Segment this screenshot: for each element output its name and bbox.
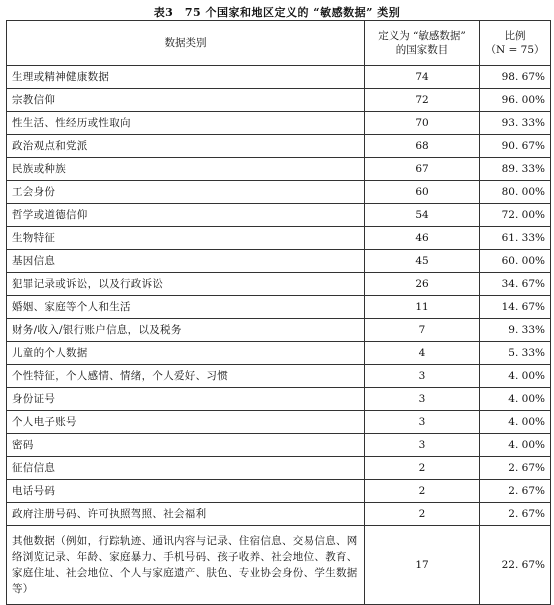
- table-row: [7, 319, 551, 342]
- category-cell: 政治观点和党派: [7, 135, 365, 158]
- category-cell: 生理或精神健康数据: [7, 66, 365, 89]
- ratio-cell: 80. 00%: [480, 181, 551, 204]
- category-cell: 政府注册号码、许可执照驾照、社会福利: [7, 503, 365, 526]
- sensitive-data-table: [6, 20, 551, 605]
- ratio-cell: 60. 00%: [480, 250, 551, 273]
- table-row: [7, 227, 551, 250]
- table-row: [7, 112, 551, 135]
- count-cell: 2: [365, 480, 480, 503]
- count-cell: 2: [365, 457, 480, 480]
- ratio-cell: 4. 00%: [480, 411, 551, 434]
- category-cell: 儿童的个人数据: [7, 342, 365, 365]
- ratio-cell: 9. 33%: [480, 319, 551, 342]
- header-ratio-line1: 比例: [504, 30, 526, 42]
- ratio-cell: 90. 67%: [480, 135, 551, 158]
- ratio-cell: 4. 00%: [480, 388, 551, 411]
- category-cell: 征信信息: [7, 457, 365, 480]
- count-cell: 4: [365, 342, 480, 365]
- count-cell: 3: [365, 411, 480, 434]
- header-ratio-line2: （N = 75）: [485, 44, 545, 56]
- table-row: [7, 411, 551, 434]
- count-cell: 60: [365, 181, 480, 204]
- category-cell: 工会身份: [7, 181, 365, 204]
- table-row: [7, 296, 551, 319]
- header-category: 数据类别: [7, 21, 365, 66]
- ratio-cell: 93. 33%: [480, 112, 551, 135]
- category-cell: 犯罪记录或诉讼，以及行政诉讼: [7, 273, 365, 296]
- count-cell: 45: [365, 250, 480, 273]
- count-cell: 7: [365, 319, 480, 342]
- category-cell: 密码: [7, 434, 365, 457]
- ratio-cell: 98. 67%: [480, 66, 551, 89]
- count-cell: 11: [365, 296, 480, 319]
- table-row: [7, 135, 551, 158]
- ratio-cell: 2. 67%: [480, 457, 551, 480]
- table-row: [7, 158, 551, 181]
- header-ratio: [480, 21, 551, 66]
- count-cell: 68: [365, 135, 480, 158]
- table-row: [7, 181, 551, 204]
- ratio-cell: 4. 00%: [480, 434, 551, 457]
- table-row: [7, 204, 551, 227]
- table-row: [7, 434, 551, 457]
- header-count-line2: 的国家数目: [395, 44, 449, 56]
- ratio-cell: 2. 67%: [480, 480, 551, 503]
- ratio-cell: 61. 33%: [480, 227, 551, 250]
- category-cell: 生物特征: [7, 227, 365, 250]
- table-row: [7, 480, 551, 503]
- table-row: [7, 365, 551, 388]
- table-row: [7, 503, 551, 526]
- header-count: [365, 21, 480, 66]
- category-cell: 婚姻、家庭等个人和生活: [7, 296, 365, 319]
- category-cell: 其他数据（例如，行踪轨迹、通讯内容与记录、住宿信息、交易信息、网络浏览记录、年龄、家庭暴力、手机号码、孩子收养、社会地位、教育、家庭住址、社会地位、个人与家庭遗产、肤色、专业协会身份、学生数据等）: [7, 526, 365, 605]
- category-cell: 电话号码: [7, 480, 365, 503]
- category-cell: 民族或种族: [7, 158, 365, 181]
- count-cell: 2: [365, 503, 480, 526]
- count-cell: 26: [365, 273, 480, 296]
- count-cell: 17: [365, 526, 480, 605]
- count-cell: 74: [365, 66, 480, 89]
- count-cell: 3: [365, 365, 480, 388]
- count-cell: 67: [365, 158, 480, 181]
- ratio-cell: 4. 00%: [480, 365, 551, 388]
- ratio-cell: 2. 67%: [480, 503, 551, 526]
- category-cell: 基因信息: [7, 250, 365, 273]
- table-row: [7, 273, 551, 296]
- table-row: [7, 250, 551, 273]
- category-cell: 宗教信仰: [7, 89, 365, 112]
- table-row: [7, 89, 551, 112]
- category-cell: 个性特征，个人感情、情绪，个人爱好、习惯: [7, 365, 365, 388]
- ratio-cell: 5. 33%: [480, 342, 551, 365]
- table-caption: 表3 75 个国家和地区定义的 “敏感数据” 类别: [153, 6, 401, 19]
- table-header-row: [7, 21, 551, 66]
- table-row: [7, 342, 551, 365]
- category-cell: 财务/收入/银行账户信息，以及税务: [7, 319, 365, 342]
- count-cell: 3: [365, 434, 480, 457]
- table-row: [7, 66, 551, 89]
- count-cell: 46: [365, 227, 480, 250]
- table-row: [7, 388, 551, 411]
- category-cell: 哲学或道德信仰: [7, 204, 365, 227]
- count-cell: 3: [365, 388, 480, 411]
- ratio-cell: 72. 00%: [480, 204, 551, 227]
- category-cell: 性生活、性经历或性取向: [7, 112, 365, 135]
- ratio-cell: 22. 67%: [480, 526, 551, 605]
- ratio-cell: 34. 67%: [480, 273, 551, 296]
- count-cell: 70: [365, 112, 480, 135]
- ratio-cell: 89. 33%: [480, 158, 551, 181]
- table-row: [7, 526, 551, 605]
- category-cell: 个人电子账号: [7, 411, 365, 434]
- count-cell: 72: [365, 89, 480, 112]
- ratio-cell: 96. 00%: [480, 89, 551, 112]
- count-cell: 54: [365, 204, 480, 227]
- header-count-line1: 定义为 “敏感数据”: [378, 30, 466, 42]
- ratio-cell: 14. 67%: [480, 296, 551, 319]
- table-row: [7, 457, 551, 480]
- category-cell: 身份证号: [7, 388, 365, 411]
